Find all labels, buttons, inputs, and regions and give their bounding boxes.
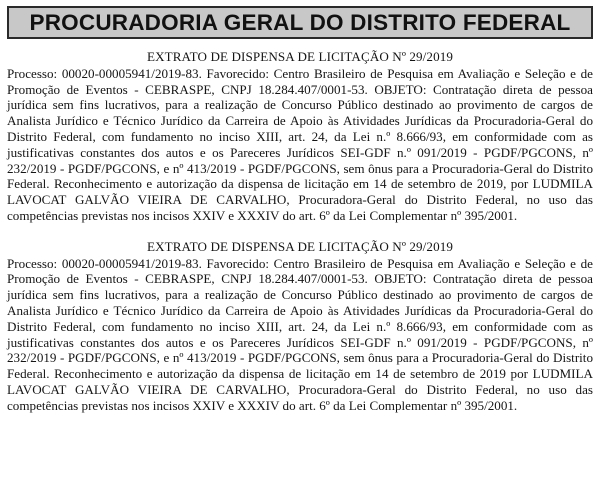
extract-notice: [7, 239, 593, 414]
extract-title: EXTRATO DE DISPENSA DE LICITAÇÃO Nº 29/2019: [146, 49, 454, 64]
extract-title: EXTRATO DE DISPENSA DE LICITAÇÃO Nº 29/2019: [146, 238, 454, 254]
document-page: [0, 6, 600, 493]
extract-body: Processo: 00020-00005941/2019-83. Favorecido: Centro Brasileiro de Pesquisa em Avaliação e Seleção e de Promoção de Eventos - CEBRASPE, CNPJ 18.284.407/0001-53. OBJETO: Contratação direta de pessoa jurídica sem fins lucrativos, para a realização de Concurso Público destinado ao provimento de cargos de Analista Jurídico e Técnico Jurídico da Carreira de Apoio às Atividades Jurídicas da Procuradoria-Geral do Distrito Federal, com fundamento no inciso XIII, art. 24, da Lei n.º 8.666/93, em conformidade com as justificativas constantes dos autos e os Pareceres Jurídicos SEI-GDF n.º 091/2019 - PGDF/PGCONS, nº 232/2019 - PGDF/PGCONS, e nº 413/2019 - PGDF/PGCONS, sem ônus para a Procuradoria-Geral do Distrito Federal. Reconhecimento e autorização da dispensa de licitação em 14 de setembro de 2019, por LUDMILA LAVOCAT GALVÃO VIEIRA DE CARVALHO, Procuradora-Geral do Distrito Federal, no uso das competências previstas nos incisos XXIV e XXXIV do art. 6º da Lei Complementar nº 395/2001.: [7, 65, 593, 223]
extract-body: Processo: 00020-00005941/2019-83. Favorecido: Centro Brasileiro de Pesquisa em Avaliação e Seleção e de Promoção de Eventos - CEBRASPE, CNPJ 18.284.407/0001-53. OBJETO: Contratação direta de pessoa jurídica sem fins lucrativos, para a realização de Concurso Público destinado ao provimento de cargos de Analista Jurídico e Técnico Jurídico da Carreira de Apoio às Atividades Jurídicas da Procuradoria-Geral do Distrito Federal, com fundamento no inciso XIII, art. 24, da Lei n.º 8.666/93, em conformidade com as justificativas constantes dos autos e os Pareceres Jurídicos SEI-GDF n.º 091/2019 - PGDF/PGCONS, nº 232/2019 - PGDF/PGCONS, e nº 413/2019 - PGDF/PGCONS, sem ônus para a Procuradoria-Geral do Distrito Federal. Reconhecimento e autorização da dispensa de licitação em 14 de setembro de 2019 por LUDMILA LAVOCAT GALVÃO VIEIRA DE CARVALHO, Procuradora-Geral do Distrito Federal, no uso das competências previstas nos incisos XXIV e XXXIV do art. 6º da Lei Complementar nº 395/2001.: [7, 255, 593, 413]
extract-notice: [7, 49, 593, 224]
section-header-title: PROCURADORIA GERAL DO DISTRITO FEDERAL: [29, 9, 571, 35]
section-header-banner: [7, 6, 593, 39]
